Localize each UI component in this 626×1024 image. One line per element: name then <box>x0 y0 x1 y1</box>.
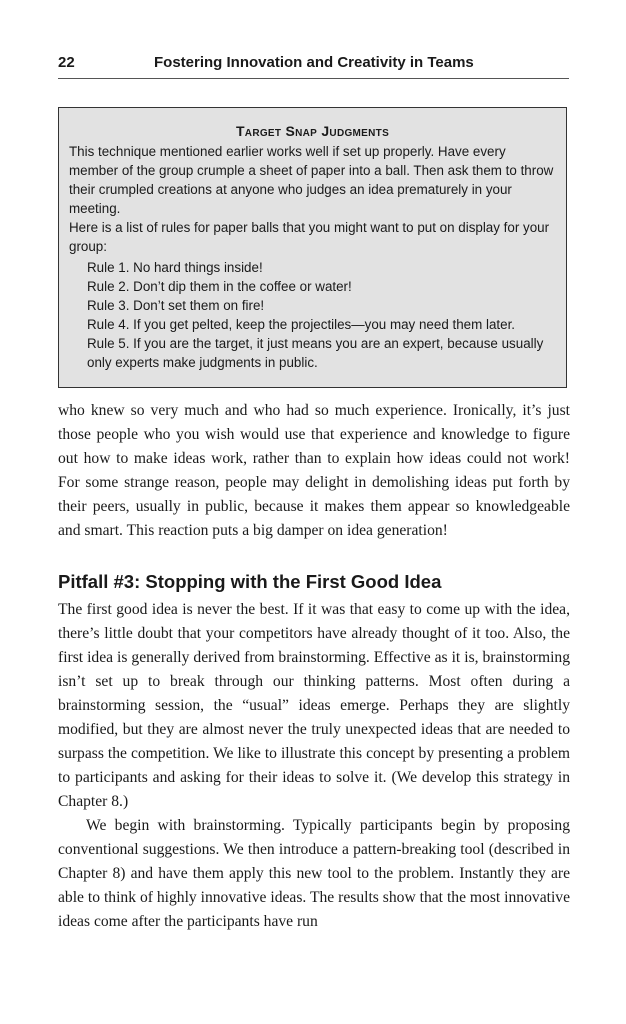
rules-list <box>69 258 556 372</box>
body-paragraph: The first good idea is never the best. If it was that easy to come up with the idea, there’s little doubt that your competitors have already thought of it too. Also, the first idea is generally derived from brainstorming. Effective as it is, brainstorming isn’t set up to break through our thinking patterns. Most often during a brainstorming session, the “usual” ideas emerge. Perhaps they are slightly modified, but they are almost never the truly unexpected ideas that are needed to surpass the competition. We like to illustrate this concept by presenting a problem to participants and asking for their ideas to solve it. (We develop this strategy in Chapter 8.) <box>58 601 570 810</box>
rule-item: Rule 5. If you are the target, it just means you are an expert, because usually only experts make judgments in public. <box>87 336 544 370</box>
sidebar-title: Target Snap Judgments <box>235 123 390 139</box>
sidebar-paragraph: Here is a list of rules for paper balls that you might want to put on display for your group: <box>69 220 550 254</box>
section-heading: Pitfall #3: Stopping with the First Good Idea <box>58 571 442 592</box>
rule-item: Rule 1. No hard things inside! <box>87 260 263 275</box>
body-paragraph: We begin with brainstorming. Typically participants begin by proposing conventional suggestions. We then introduce a pattern-breaking tool (described in Chapter 8) and have them apply this new tool to the problem. Instantly they are able to think of highly innovative ideas. The results show that the most innovative ideas come after the participants have run <box>58 817 570 930</box>
sidebar-box <box>58 107 567 388</box>
body-paragraph: who knew so very much and who had so much experience. Ironically, it’s just those people who you wish would use that experience and knowledge to figure out how to make ideas work, rather than to explain how ideas could not work! For some strange reason, people may delight in demolishing ideas put forth by their peers, usually in public, because it makes them appear so knowledgeable and smart. This reaction puts a big damper on idea generation! <box>58 402 570 539</box>
running-title: Fostering Innovation and Creativity in Teams <box>154 54 474 71</box>
sidebar-paragraph: This technique mentioned earlier works well if set up properly. Have every member of the group crumple a sheet of paper into a ball. Then ask them to throw their crumpled creations at anyone who judges an idea prematurely in your meeting. <box>69 144 554 216</box>
rule-item: Rule 3. Don’t set them on fire! <box>87 298 265 313</box>
body-text-section <box>58 598 570 934</box>
body-text-continued <box>58 399 570 543</box>
rule-item: Rule 2. Don’t dip them in the coffee or water! <box>87 279 352 294</box>
rule-item: Rule 4. If you get pelted, keep the projectiles—you may need them later. <box>87 317 516 332</box>
running-head <box>58 52 569 79</box>
page-number: 22 <box>58 54 75 71</box>
